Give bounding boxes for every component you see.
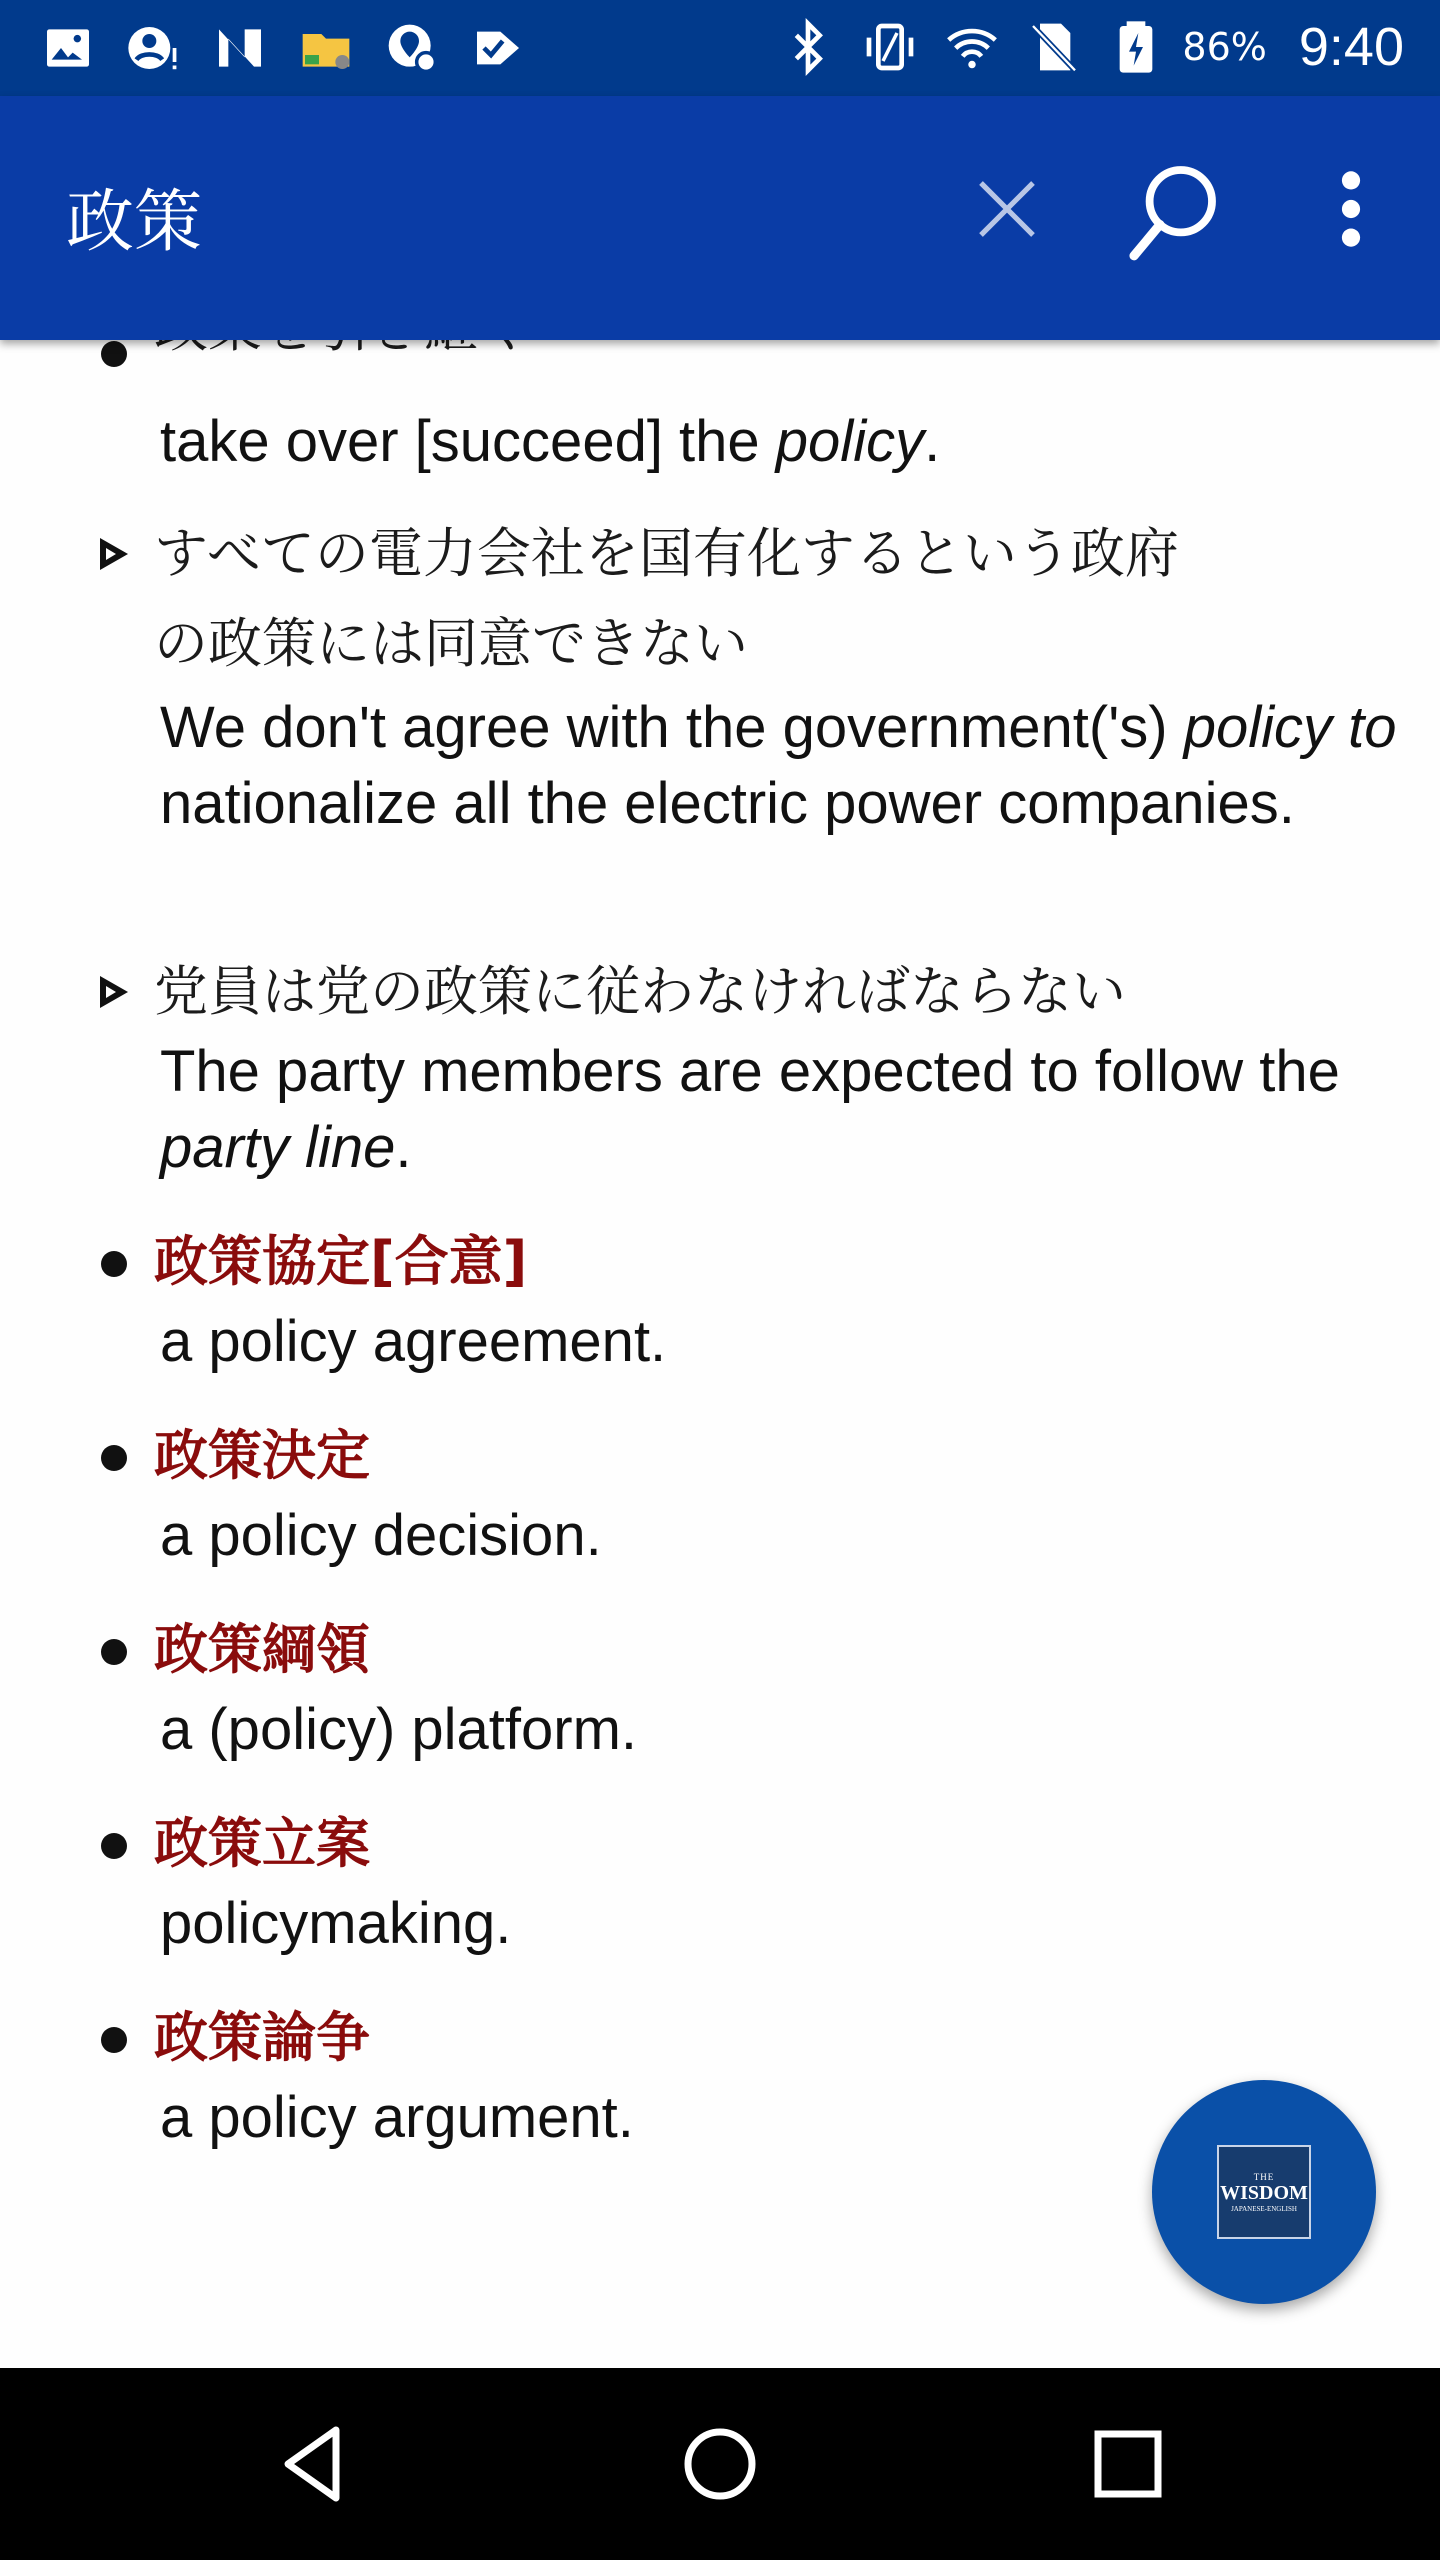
compound-headword[interactable]: 政策論争 [154,2006,370,2069]
example-japanese-line2: の政策には同意できない [154,612,748,675]
bullet-icon [94,334,134,374]
back-button[interactable] [264,2414,364,2514]
status-bar [0,0,1440,96]
example-english: We don't agree with the government('s) policy to nationalize all the electric power companies. [160,695,1397,836]
compound-translation: a policy agreement. [160,1309,667,1374]
search-query-title[interactable]: 政策 [66,183,203,262]
home-button[interactable] [670,2414,770,2514]
example-english: The party members are expected to follow the party line. [160,1039,1340,1180]
example-arrow-icon [94,534,134,574]
compound-headword[interactable]: 政策立案 [154,1812,370,1875]
compound-translation: a (policy) platform. [160,1697,638,1762]
folder-icon [296,18,356,78]
image-icon [38,18,98,78]
search-icon [1108,144,1238,274]
no-sim-icon [1024,17,1084,77]
close-icon [942,144,1072,274]
app-bar [0,96,1440,340]
compound-translation: policymaking. [160,1891,512,1956]
dictionary-switch-fab[interactable] [1152,2080,1376,2304]
search-button[interactable] [1108,144,1238,274]
book-line2: WISDOM [1220,2181,1308,2204]
bullet-icon [94,1826,134,1866]
book-line3: JAPANESE-ENGLISH [1231,2204,1297,2213]
navigation-bar [0,2368,1440,2560]
bluetooth-icon [778,17,838,77]
compound-translation: a policy decision. [160,1503,602,1568]
compound-headword[interactable]: 政策綱領 [154,1618,370,1681]
location-icon [382,18,442,78]
clear-button[interactable] [942,144,1072,274]
wisdom-dictionary-icon [1217,2145,1311,2239]
vibrate-icon [860,17,920,77]
system-icons [778,16,1404,78]
compound-headword[interactable]: 政策協定[合意] [154,1230,528,1293]
battery-charging-icon [1106,17,1166,77]
battery-percent: 86% [1182,25,1267,69]
recents-icon [1078,2414,1178,2514]
compound-translation: a policy argument. [160,2085,634,2150]
bullet-icon [94,1244,134,1284]
bullet-icon [94,1632,134,1672]
bullet-icon [94,1438,134,1478]
overflow-menu-button[interactable] [1286,144,1416,274]
more-vert-icon [1286,144,1416,274]
recents-button[interactable] [1078,2414,1178,2514]
wifi-icon [942,17,1002,77]
check-icon [468,18,528,78]
n-app-icon [210,18,270,78]
compound-headword[interactable]: 政策決定 [154,1424,370,1487]
notification-icons [38,18,528,78]
home-icon [670,2414,770,2514]
example-japanese: 党員は党の政策に従わなければならない [154,960,1126,1023]
account-alert-icon [124,18,184,78]
book-line1: THE [1253,2171,1275,2182]
dictionary-entry-content[interactable] [0,340,1440,2368]
bullet-icon [94,2020,134,2060]
example-arrow-icon [94,972,134,1012]
example-english: take over [succeed] the policy. [160,409,941,474]
clock: 9:40 [1298,17,1404,77]
back-icon [264,2414,364,2514]
example-japanese-line1: すべての電力会社を国有化するという政府 [154,522,1179,585]
